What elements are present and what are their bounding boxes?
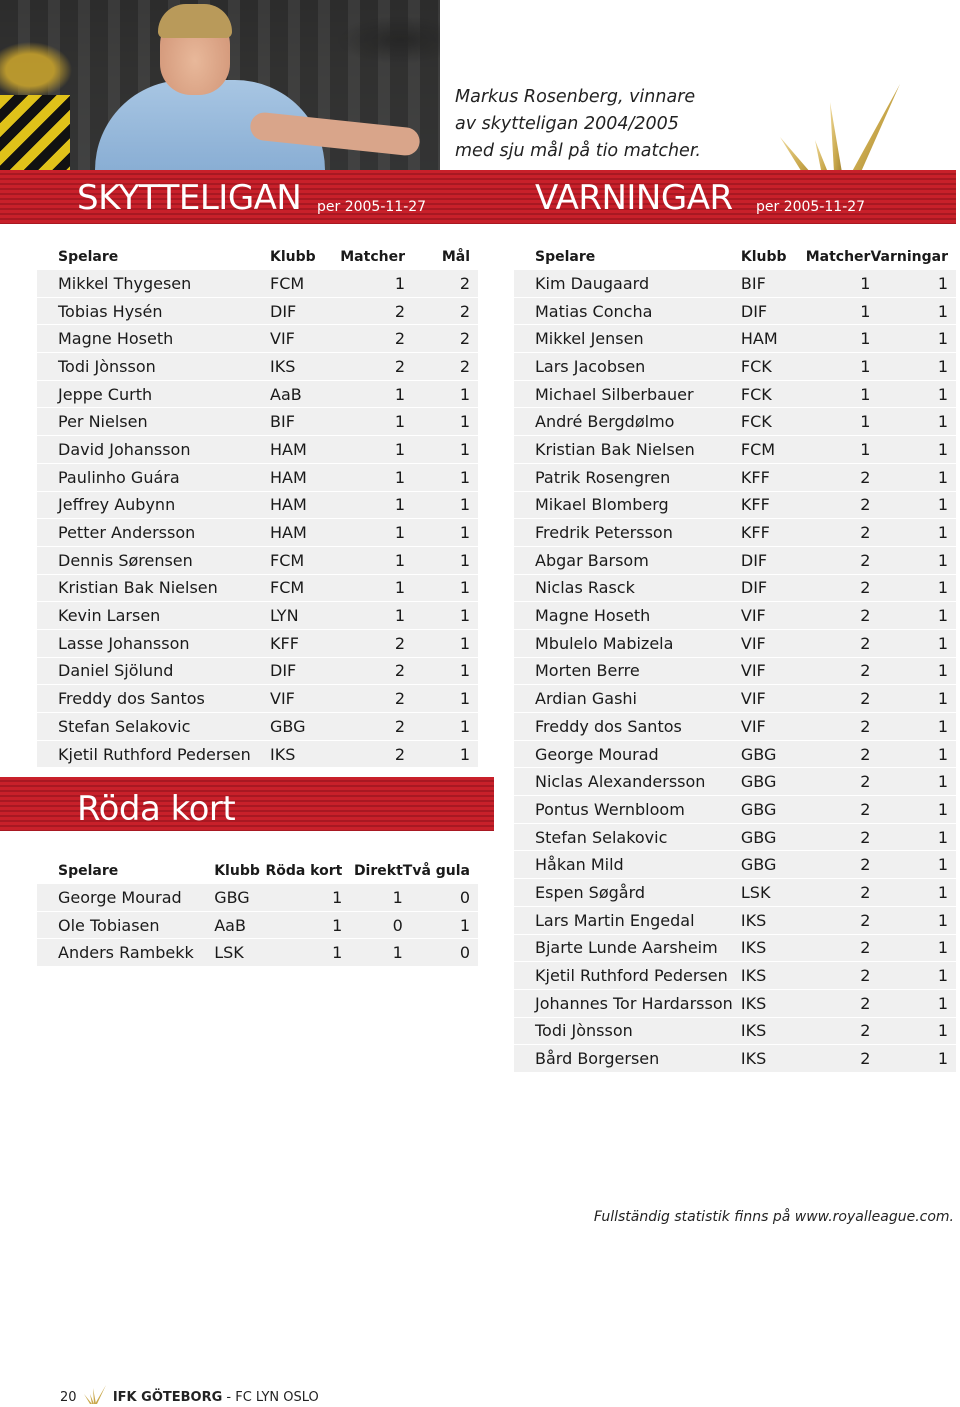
club-code: GBG <box>214 884 265 911</box>
player-name: Lars Martin Engedal <box>514 906 741 934</box>
club-code: HAM <box>270 491 340 519</box>
club-code: FCK <box>741 353 802 381</box>
stat-value: 2 <box>802 768 871 796</box>
club-code: IKS <box>741 906 802 934</box>
stat-value: 2 <box>802 934 871 962</box>
player-name: Kristian Bak Nielsen <box>514 436 741 464</box>
player-name: Magne Hoseth <box>514 602 741 630</box>
player-name: Kjetil Ruthford Pedersen <box>514 962 741 990</box>
club-code: DIF <box>741 574 802 602</box>
varningar-date: per 2005-11-27 <box>756 199 866 215</box>
stat-value: 2 <box>340 713 405 741</box>
stat-value: 2 <box>802 823 871 851</box>
stat-value: 1 <box>802 270 871 297</box>
table-row <box>37 463 478 491</box>
stat-value: 1 <box>870 685 956 713</box>
page-number: 20 <box>60 1390 77 1405</box>
roda-kort-table <box>37 858 478 967</box>
stat-value: 2 <box>802 657 871 685</box>
stat-value: 1 <box>340 519 405 547</box>
stat-value: 1 <box>405 657 478 685</box>
table-row <box>514 546 956 574</box>
player-name: Daniel Sjölund <box>37 657 270 685</box>
player-name: Johannes Tor Hardarsson <box>514 989 741 1017</box>
player-name: Matias Concha <box>514 297 741 325</box>
table-row <box>37 297 478 325</box>
player-name: Michael Silberbauer <box>514 380 741 408</box>
table-row <box>37 491 478 519</box>
stat-value: 1 <box>405 574 478 602</box>
club-code: IKS <box>270 353 340 381</box>
table-row <box>514 713 956 741</box>
page-footer <box>60 1385 319 1405</box>
column-header: Matcher <box>802 244 871 270</box>
home-team: IFK GÖTEBORG <box>112 1390 223 1405</box>
stat-value: 1 <box>340 463 405 491</box>
player-name: Bård Borgersen <box>514 1045 741 1073</box>
club-code: LYN <box>270 602 340 630</box>
club-code: IKS <box>741 989 802 1017</box>
column-header: Klubb <box>214 858 265 884</box>
stat-value: 1 <box>340 270 405 297</box>
stat-value: 2 <box>802 906 871 934</box>
player-name: George Mourad <box>37 884 214 911</box>
stat-value: 2 <box>802 713 871 741</box>
stat-value: 1 <box>405 436 478 464</box>
roda-kort-title: Röda kort <box>77 789 236 829</box>
stat-value: 1 <box>340 574 405 602</box>
stat-value: 1 <box>870 408 956 436</box>
stat-value: 2 <box>802 879 871 907</box>
table-row <box>37 325 478 353</box>
table-row <box>514 408 956 436</box>
table-row <box>37 602 478 630</box>
stat-value: 1 <box>405 546 478 574</box>
player-name: Tobias Hysén <box>37 297 270 325</box>
club-code: HAM <box>270 519 340 547</box>
stat-value: 2 <box>340 325 405 353</box>
stat-value: 1 <box>870 989 956 1017</box>
table-row <box>514 934 956 962</box>
club-code: GBG <box>741 796 802 824</box>
stat-value: 2 <box>802 740 871 768</box>
caption-line: Markus Rosenberg, vinnare <box>455 87 696 107</box>
table-row <box>514 491 956 519</box>
stat-value: 1 <box>405 380 478 408</box>
stat-value: 2 <box>802 1017 871 1045</box>
table-row <box>37 657 478 685</box>
player-name: George Mourad <box>514 740 741 768</box>
table-row <box>514 1045 956 1073</box>
stat-value: 1 <box>870 353 956 381</box>
table-row <box>37 519 478 547</box>
club-code: FCM <box>270 574 340 602</box>
player-name: Lasse Johansson <box>37 629 270 657</box>
club-code: KFF <box>741 463 802 491</box>
stat-value: 1 <box>870 657 956 685</box>
player-name: Pontus Wernbloom <box>514 796 741 824</box>
stat-value: 2 <box>405 353 478 381</box>
table-row <box>514 823 956 851</box>
stat-value: 2 <box>802 574 871 602</box>
stat-value: 1 <box>340 546 405 574</box>
player-name: Lars Jacobsen <box>514 353 741 381</box>
stat-value: 1 <box>265 911 342 939</box>
stat-value: 1 <box>870 574 956 602</box>
column-header: Mål <box>405 244 478 270</box>
stat-value: 1 <box>870 546 956 574</box>
club-code: HAM <box>270 463 340 491</box>
stat-value: 1 <box>802 325 871 353</box>
stat-value: 2 <box>340 657 405 685</box>
club-code: VIF <box>741 629 802 657</box>
club-code: VIF <box>741 685 802 713</box>
club-code: IKS <box>270 740 340 768</box>
club-code: GBG <box>741 740 802 768</box>
stat-value: 1 <box>870 380 956 408</box>
club-code: IKS <box>741 962 802 990</box>
stat-value: 2 <box>405 270 478 297</box>
table-row <box>37 380 478 408</box>
club-code: FCM <box>270 546 340 574</box>
player-name: David Johansson <box>37 436 270 464</box>
player-name: Morten Berre <box>514 657 741 685</box>
skytteligan-title: SKYTTELIGAN <box>77 178 302 218</box>
table-row <box>514 962 956 990</box>
stat-value: 1 <box>405 740 478 768</box>
column-header: Varningar <box>870 244 956 270</box>
club-code: FCM <box>270 270 340 297</box>
stat-value: 2 <box>802 491 871 519</box>
stat-value: 2 <box>340 297 405 325</box>
stat-value: 2 <box>802 796 871 824</box>
player-name: Kristian Bak Nielsen <box>37 574 270 602</box>
table-row <box>514 270 956 297</box>
player-name: Magne Hoseth <box>37 325 270 353</box>
column-header: Klubb <box>270 244 340 270</box>
stat-value: 1 <box>265 939 342 967</box>
player-name: Håkan Mild <box>514 851 741 879</box>
table-row <box>37 629 478 657</box>
table-row <box>514 740 956 768</box>
club-code: VIF <box>741 657 802 685</box>
separator: - <box>222 1390 236 1405</box>
player-name: Ardian Gashi <box>514 685 741 713</box>
stat-value: 2 <box>340 353 405 381</box>
table-row <box>514 436 956 464</box>
club-code: GBG <box>270 713 340 741</box>
player-name: Kjetil Ruthford Pedersen <box>37 740 270 768</box>
table-row <box>514 574 956 602</box>
player-name: Petter Andersson <box>37 519 270 547</box>
crown-icon <box>83 1385 107 1405</box>
stat-value: 1 <box>870 768 956 796</box>
stat-value: 1 <box>870 713 956 741</box>
stat-value: 1 <box>342 884 402 911</box>
table-row <box>514 1017 956 1045</box>
player-name: Mbulelo Mabizela <box>514 629 741 657</box>
stat-value: 1 <box>340 380 405 408</box>
player-name: Espen Søgård <box>514 879 741 907</box>
table-row <box>514 768 956 796</box>
club-code: VIF <box>741 602 802 630</box>
club-code: FCK <box>741 380 802 408</box>
club-code: HAM <box>741 325 802 353</box>
table-row <box>37 884 478 911</box>
club-code: GBG <box>741 851 802 879</box>
table-row <box>514 463 956 491</box>
column-header: Röda kort <box>265 858 342 884</box>
stat-value: 1 <box>870 436 956 464</box>
stat-value: 1 <box>265 884 342 911</box>
column-header: Spelare <box>514 244 741 270</box>
table-row <box>37 911 478 939</box>
table-row <box>514 685 956 713</box>
club-code: AaB <box>214 911 265 939</box>
club-code: LSK <box>741 879 802 907</box>
club-code: HAM <box>270 436 340 464</box>
stat-value: 1 <box>870 463 956 491</box>
table-row <box>514 906 956 934</box>
player-name: Todi Jònsson <box>514 1017 741 1045</box>
player-name: Dennis Sørensen <box>37 546 270 574</box>
stat-value: 2 <box>802 1045 871 1073</box>
table-row <box>514 353 956 381</box>
stat-value: 1 <box>340 436 405 464</box>
stat-value: 1 <box>340 491 405 519</box>
stat-value: 1 <box>405 408 478 436</box>
stat-value: 1 <box>802 353 871 381</box>
stat-value: 1 <box>870 962 956 990</box>
table-row <box>514 796 956 824</box>
stat-value: 1 <box>870 325 956 353</box>
table-row <box>37 713 478 741</box>
stat-value: 2 <box>802 989 871 1017</box>
table-row <box>37 353 478 381</box>
away-team: FC LYN OSLO <box>235 1390 319 1405</box>
stat-value: 2 <box>802 602 871 630</box>
club-code: KFF <box>270 629 340 657</box>
table-row <box>37 740 478 768</box>
table-row <box>37 939 478 967</box>
stat-value: 1 <box>870 823 956 851</box>
stat-value: 2 <box>802 851 871 879</box>
stats-footnote: Fullständig statistik finns på www.royalleague.com. <box>593 1209 954 1225</box>
table-row <box>37 270 478 297</box>
player-name: Todi Jònsson <box>37 353 270 381</box>
stat-value: 1 <box>405 602 478 630</box>
stat-value: 1 <box>342 939 402 967</box>
stat-value: 2 <box>802 629 871 657</box>
club-code: DIF <box>270 657 340 685</box>
stat-value: 2 <box>802 962 871 990</box>
player-name: Stefan Selakovic <box>37 713 270 741</box>
stat-value: 1 <box>870 519 956 547</box>
table-row <box>514 879 956 907</box>
stat-value: 1 <box>405 629 478 657</box>
column-header: Klubb <box>741 244 802 270</box>
stat-value: 1 <box>340 602 405 630</box>
club-code: VIF <box>741 713 802 741</box>
stat-value: 1 <box>405 519 478 547</box>
stat-value: 1 <box>870 491 956 519</box>
table-row <box>514 657 956 685</box>
club-code: KFF <box>741 519 802 547</box>
player-name: Stefan Selakovic <box>514 823 741 851</box>
player-name: Per Nielsen <box>37 408 270 436</box>
stat-value: 1 <box>405 463 478 491</box>
player-name: Freddy dos Santos <box>514 713 741 741</box>
photo-caption <box>455 84 755 165</box>
stat-value: 1 <box>870 796 956 824</box>
stat-value: 1 <box>870 629 956 657</box>
player-name: Mikkel Thygesen <box>37 270 270 297</box>
stat-value: 2 <box>405 325 478 353</box>
stat-value: 1 <box>802 436 871 464</box>
skytteligan-date: per 2005-11-27 <box>317 199 427 215</box>
player-name: André Bergdølmo <box>514 408 741 436</box>
table-row <box>514 380 956 408</box>
table-row <box>514 297 956 325</box>
caption-line: med sju mål på tio matcher. <box>455 141 701 161</box>
stat-value: 0 <box>403 939 478 967</box>
club-code: IKS <box>741 934 802 962</box>
player-name: Anders Rambekk <box>37 939 214 967</box>
player-name: Freddy dos Santos <box>37 685 270 713</box>
player-name: Jeppe Curth <box>37 380 270 408</box>
table-row <box>37 436 478 464</box>
table-row <box>37 574 478 602</box>
club-code: VIF <box>270 325 340 353</box>
table-row <box>37 408 478 436</box>
stat-value: 2 <box>340 685 405 713</box>
stat-value: 1 <box>403 911 478 939</box>
player-name: Kim Daugaard <box>514 270 741 297</box>
stat-value: 2 <box>340 629 405 657</box>
club-code: DIF <box>270 297 340 325</box>
player-name: Fredrik Petersson <box>514 519 741 547</box>
club-code: VIF <box>270 685 340 713</box>
varningar-table <box>514 244 956 1073</box>
club-code: KFF <box>741 491 802 519</box>
stat-value: 2 <box>405 297 478 325</box>
skytteligan-table <box>37 244 478 768</box>
club-code: GBG <box>741 823 802 851</box>
table-row <box>37 546 478 574</box>
table-header <box>514 244 956 270</box>
stat-value: 1 <box>802 380 871 408</box>
player-name: Mikael Blomberg <box>514 491 741 519</box>
stat-value: 2 <box>802 463 871 491</box>
column-header: Spelare <box>37 858 214 884</box>
stat-value: 2 <box>802 519 871 547</box>
column-header: Matcher <box>340 244 405 270</box>
table-row <box>514 602 956 630</box>
column-header: Spelare <box>37 244 270 270</box>
stat-value: 1 <box>340 408 405 436</box>
stat-value: 1 <box>870 851 956 879</box>
table-row <box>514 851 956 879</box>
stat-value: 1 <box>870 602 956 630</box>
player-name: Patrik Rosengren <box>514 463 741 491</box>
stat-value: 1 <box>802 297 871 325</box>
caption-line: av skytteligan 2004/2005 <box>455 114 679 134</box>
table-row <box>514 325 956 353</box>
player-name: Abgar Barsom <box>514 546 741 574</box>
club-code: BIF <box>741 270 802 297</box>
stat-value: 1 <box>870 934 956 962</box>
player-photo <box>0 0 440 170</box>
table-row <box>37 685 478 713</box>
stat-value: 1 <box>870 879 956 907</box>
varningar-title: VARNINGAR <box>535 178 733 218</box>
player-name: Niclas Alexandersson <box>514 768 741 796</box>
stat-value: 1 <box>405 713 478 741</box>
club-code: FCK <box>741 408 802 436</box>
player-name: Ole Tobiasen <box>37 911 214 939</box>
club-code: LSK <box>214 939 265 967</box>
table-header <box>37 244 478 270</box>
stat-value: 2 <box>802 685 871 713</box>
stat-value: 1 <box>405 491 478 519</box>
stat-value: 2 <box>802 546 871 574</box>
player-name: Niclas Rasck <box>514 574 741 602</box>
stat-value: 1 <box>870 270 956 297</box>
stat-value: 1 <box>405 685 478 713</box>
table-row <box>514 519 956 547</box>
stat-value: 0 <box>342 911 402 939</box>
column-header: Direkt <box>342 858 402 884</box>
player-name: Paulinho Guára <box>37 463 270 491</box>
table-header <box>37 858 478 884</box>
player-name: Kevin Larsen <box>37 602 270 630</box>
stat-value: 1 <box>870 297 956 325</box>
club-code: GBG <box>741 768 802 796</box>
stat-value: 0 <box>403 884 478 911</box>
club-code: BIF <box>270 408 340 436</box>
player-name: Mikkel Jensen <box>514 325 741 353</box>
club-code: AaB <box>270 380 340 408</box>
stat-value: 2 <box>340 740 405 768</box>
club-code: DIF <box>741 297 802 325</box>
player-name: Bjarte Lunde Aarsheim <box>514 934 741 962</box>
stat-value: 1 <box>802 408 871 436</box>
club-code: IKS <box>741 1017 802 1045</box>
table-row <box>514 629 956 657</box>
stat-value: 1 <box>870 740 956 768</box>
stat-value: 1 <box>870 1045 956 1073</box>
roda-kort-banner <box>0 777 494 831</box>
club-code: DIF <box>741 546 802 574</box>
table-row <box>514 989 956 1017</box>
club-code: IKS <box>741 1045 802 1073</box>
stat-value: 1 <box>870 1017 956 1045</box>
column-header: Två gula <box>403 858 478 884</box>
stat-value: 1 <box>870 906 956 934</box>
player-name: Jeffrey Aubynn <box>37 491 270 519</box>
club-code: FCM <box>741 436 802 464</box>
